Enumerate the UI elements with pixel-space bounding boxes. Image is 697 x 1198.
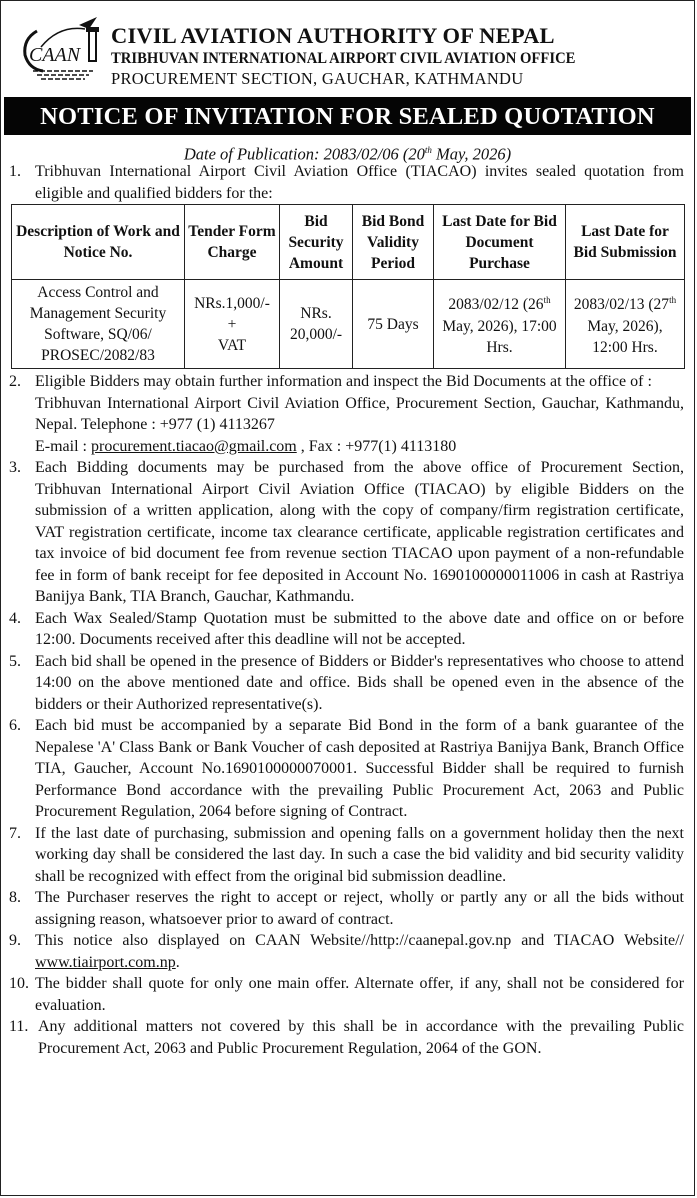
cell-submission-date: 2083/02/13 (27th May, 2026), 12:00 Hrs.: [566, 280, 685, 369]
office-subtitle: TRIBHUVAN INTERNATIONAL AIRPORT CIVIL AVIATION OFFICE: [111, 50, 576, 67]
cell-description: Access Control and Management Security Software, SQ/06/ PROSEC/2082/83: [12, 280, 185, 369]
clause-2: 2. Eligible Bidders may obtain further information and inspect the Bid Documents at the office of : Tribhuvan International Airport Civil Aviation Office, Procurement Section, Gauchar, Kathmandu, Nepal. Telephone : +977 (1) 4113267 E-mail : procurement.tiacao@gmail.com , Fax : +977(1) 4113180: [9, 373, 684, 455]
table-header: Description of Work and Notice No.: [12, 205, 185, 280]
email-link[interactable]: procurement.tiacao@gmail.com: [90, 437, 297, 455]
caan-logo: [19, 17, 101, 81]
clause-7: 7. If the last date of purchasing, submission and opening falls on a government holiday then the next working day shall be considered the last day. In such a case the bid validity and bid security validity shall be recognized with effect from the original bid submission deadline.: [9, 824, 684, 885]
clause-11: 11. Any additional matters not covered by this shall be in accordance with the prevailing Public Procurement Act, 2063 and Public Procurement Regulation, 2064 of the GON.: [9, 1018, 684, 1057]
cell-form-charge: NRs.1,000/- + VAT: [185, 280, 280, 369]
clause-1: 1. Tribhuvan International Airport Civil Aviation Office (TIACAO) invites sealed quotation from eligible and qualified bidders for the:: [9, 163, 684, 202]
cell-security: NRs. 20,000/-: [280, 280, 353, 369]
svg-text:CAAN: CAAN: [29, 44, 81, 66]
table-header: Last Date for Bid Document Purchase: [434, 205, 566, 280]
cell-purchase-date: 2083/02/12 (26th May, 2026), 17:00 Hrs.: [434, 280, 566, 369]
table-header: Bid Security Amount: [280, 205, 353, 280]
publication-date: Date of Publication: 2083/02/06 (20th May, 2026): [183, 144, 512, 164]
cell-validity: 75 Days: [353, 280, 434, 369]
table-header-row: [12, 205, 685, 280]
clause-8: 8. The Purchaser reserves the right to accept or reject, wholly or partly any or all the bids without assigning reason, whatsoever prior to award of contract.: [9, 889, 684, 928]
clause-3: 3. Each Bidding documents may be purchased from the above office of Procurement Section, Tribhuvan International Airport Civil Aviation Office (TIACAO) by eligible Bidders on the submission of a written application, along with the copy of company/firm registration certificate, VAT registration certificate, income tax clearance certificate, applicable registration certificates and tax invoice of bid document fee from revenue section TIACAO upon payment of a non-refundable fee in form of bank receipt for fee deposited in Account No. 1690100000011006 in cash at Rastriya Banijya Bank, TIA Branch, Gauchar, Kathmandu.: [9, 459, 684, 605]
header: [1, 1, 694, 97]
clause-5: 5. Each bid shall be opened in the presence of Bidders or Bidder's representatives who choose to attend 14:00 on the above mentioned date and office. Bids shall be opened even in the absence of the bidders or their Authorized representative(s).: [9, 652, 684, 713]
tender-table: [11, 204, 685, 369]
section-line: PROCUREMENT SECTION, GAUCHAR, KATHMANDU: [111, 69, 524, 88]
table-header: Bid Bond Validity Period: [353, 205, 434, 280]
clause-4: 4. Each Wax Sealed/Stamp Quotation must be submitted to the above date and office on or before 12:00. Documents received after this deadline will not be accepted.: [9, 609, 684, 648]
clause-10: 10. The bidder shall quote for only one main offer. Alternate offer, if any, shall not be considered for evaluation.: [9, 975, 684, 1014]
website-link[interactable]: www.tiairport.com.np: [35, 953, 176, 971]
notice-banner: NOTICE OF INVITATION FOR SEALED QUOTATION: [4, 97, 691, 135]
table-row: [12, 280, 685, 369]
clause-9: 9. This notice also displayed on CAAN Website//http://caanepal.gov.np and TIACAO Website// www.tiairport.com.np.: [9, 932, 684, 971]
clause-6: 6. Each bid must be accompanied by a separate Bid Bond in the form of a bank guarantee of the Nepalese 'A' Class Bank or Bank Voucher of cash deposited at Rastriya Banijya Bank, Branch Office TIA, Gaucher, Account No.1690100000070001. Successful Bidder shall be required to furnish Performance Bond accordance with the prevailing Public Procurement Act, 2063 and Public Procurement Regulation, 2064 before signing of Contract.: [9, 717, 684, 820]
authority-title: CIVIL AVIATION AUTHORITY OF NEPAL: [111, 23, 555, 48]
notice-body: [1, 161, 694, 1059]
office-address: Tribhuvan International Airport Civil Aviation Office, Procurement Section, Gauchar, Kathmandu, Nepal. Telephone : +977 (1) 4113267: [35, 394, 684, 433]
table-header: Tender Form Charge: [185, 205, 280, 280]
table-header: Last Date for Bid Submission: [566, 205, 685, 280]
